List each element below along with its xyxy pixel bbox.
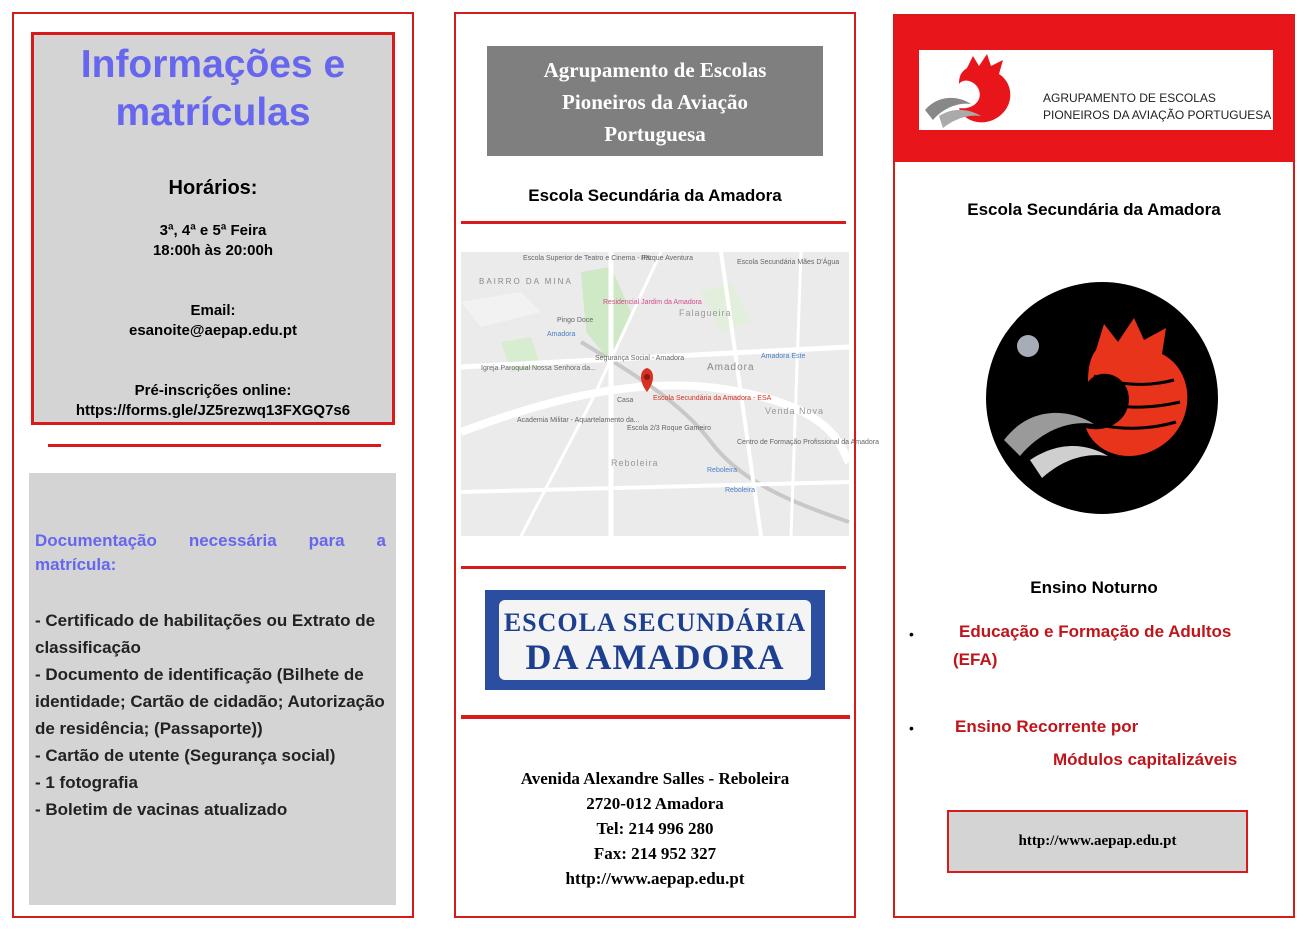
map-label: Segurança Social - Amadora bbox=[595, 355, 685, 362]
map-label: Escola Secundária da Amadora - ESA bbox=[653, 395, 772, 402]
map-label: Amadora bbox=[547, 331, 576, 338]
map-graphic bbox=[461, 252, 880, 536]
postal-line: 2720-012 Amadora bbox=[586, 794, 724, 813]
list-item: - Documento de identificação (Bilhete de identidade; Cartão de cidadão; Autorização de residência; (Passaporte)) bbox=[35, 665, 385, 738]
map-label: Reboleira bbox=[725, 487, 755, 494]
map-label: Parque Aventura bbox=[641, 255, 694, 262]
divider bbox=[461, 221, 846, 224]
preinsc-label: Pré-inscrições online: bbox=[134, 382, 292, 399]
middle-panel bbox=[454, 12, 880, 918]
doc-list bbox=[35, 607, 392, 823]
address-line: Avenida Alexandre Salles - Reboleira bbox=[520, 769, 790, 788]
divider bbox=[461, 566, 846, 569]
contact-block bbox=[456, 766, 854, 891]
info-box bbox=[31, 32, 395, 425]
email-label: Email: bbox=[190, 302, 236, 319]
right-panel bbox=[893, 14, 1295, 918]
documentation-box bbox=[29, 473, 396, 905]
map-label: Escola 2/3 Roque Gameiro bbox=[627, 425, 712, 432]
map-label: BAIRRO DA MINA bbox=[479, 277, 573, 286]
info-title: Informações e matrículas bbox=[80, 43, 346, 134]
school-name: Escola Secundária da Amadora bbox=[528, 186, 782, 205]
map-label: Centro de Formação Profissional da Amadora bbox=[737, 439, 880, 446]
school-emblem-icon bbox=[984, 280, 1220, 516]
divider bbox=[461, 715, 850, 719]
red-header bbox=[895, 16, 1293, 162]
logo-text: AGRUPAMENTO DE ESCOLAS PIONEIROS DA AVIAÇÃO PORTUGUESA bbox=[1043, 91, 1272, 122]
efa-line-2: (EFA) bbox=[953, 650, 998, 669]
doc-title: Documentação necessária para a bbox=[35, 531, 386, 550]
map-label: Venda Nova bbox=[765, 406, 825, 416]
tile-line-2: DA AMADORA bbox=[525, 637, 785, 677]
email-link[interactable]: esanoite@aepap.edu.pt bbox=[129, 322, 297, 339]
website-link[interactable]: http://www.aepap.edu.pt bbox=[947, 810, 1248, 873]
efa-line-1: Educação e Formação de Adultos bbox=[959, 622, 1232, 641]
agrupamento-header: Agrupamento de Escolas Pioneiros da Aviação Portuguesa bbox=[487, 46, 823, 156]
map-label: Escola Secundária Mães D'Água bbox=[737, 259, 840, 266]
tile-line-1: ESCOLA SECUNDÁRIA bbox=[503, 608, 807, 637]
bullet: • bbox=[909, 626, 914, 642]
list-item: - 1 fotografia bbox=[35, 773, 138, 792]
preinsc-link[interactable]: https://forms.gle/JZ5rezwq13FXGQ7s6 bbox=[75, 402, 351, 419]
map-label: Casa bbox=[617, 397, 634, 404]
list-item: - Boletim de vacinas atualizado bbox=[35, 800, 288, 819]
list-item: - Certificado de habilitações ou Extrato de classificação bbox=[35, 611, 376, 657]
map-label: Igreja Paroquial Nossa Senhora da... bbox=[481, 365, 596, 372]
map-label: Residencial Jardim da Amadora bbox=[603, 299, 702, 306]
bullet: • bbox=[909, 720, 914, 736]
time-text: 18:00h às 20:00h bbox=[152, 242, 274, 259]
list-item: - Cartão de utente (Segurança social) bbox=[35, 746, 336, 765]
fax-line: Fax: 214 952 327 bbox=[593, 844, 717, 863]
location-map[interactable] bbox=[461, 252, 880, 536]
hours-label: Horários: bbox=[168, 177, 258, 199]
school-name: Escola Secundária da Amadora bbox=[967, 200, 1221, 219]
recorrente-line-2: Módulos capitalizáveis bbox=[1053, 750, 1238, 769]
map-label: Amadora bbox=[707, 362, 755, 373]
days-text: 3ª, 4ª e 5ª Feira bbox=[159, 222, 267, 239]
map-label: Amadora Este bbox=[761, 353, 806, 360]
pomegranate-logo-icon bbox=[919, 50, 1039, 130]
tile-inner bbox=[499, 600, 811, 680]
logo-box bbox=[919, 50, 1273, 130]
map-label: Reboleira bbox=[707, 467, 737, 474]
school-tile-sign bbox=[485, 590, 825, 690]
map-label: Academia Militar - Aquartelamento da... bbox=[517, 417, 640, 424]
map-label: Escola Superior de Teatro e Cinema - IPL bbox=[523, 255, 653, 262]
map-label: Pingo Doce bbox=[557, 317, 594, 324]
doc-title-2: matrícula: bbox=[35, 555, 117, 574]
left-panel bbox=[12, 12, 414, 918]
divider bbox=[48, 444, 381, 447]
tel-line: Tel: 214 996 280 bbox=[596, 819, 714, 838]
recorrente-line-1: Ensino Recorrente por bbox=[955, 717, 1139, 736]
website-link[interactable]: http://www.aepap.edu.pt bbox=[565, 869, 745, 888]
map-label: Falagueira bbox=[679, 308, 732, 318]
ensino-noturno-title: Ensino Noturno bbox=[1030, 578, 1158, 597]
map-label: Reboleira bbox=[611, 458, 659, 468]
